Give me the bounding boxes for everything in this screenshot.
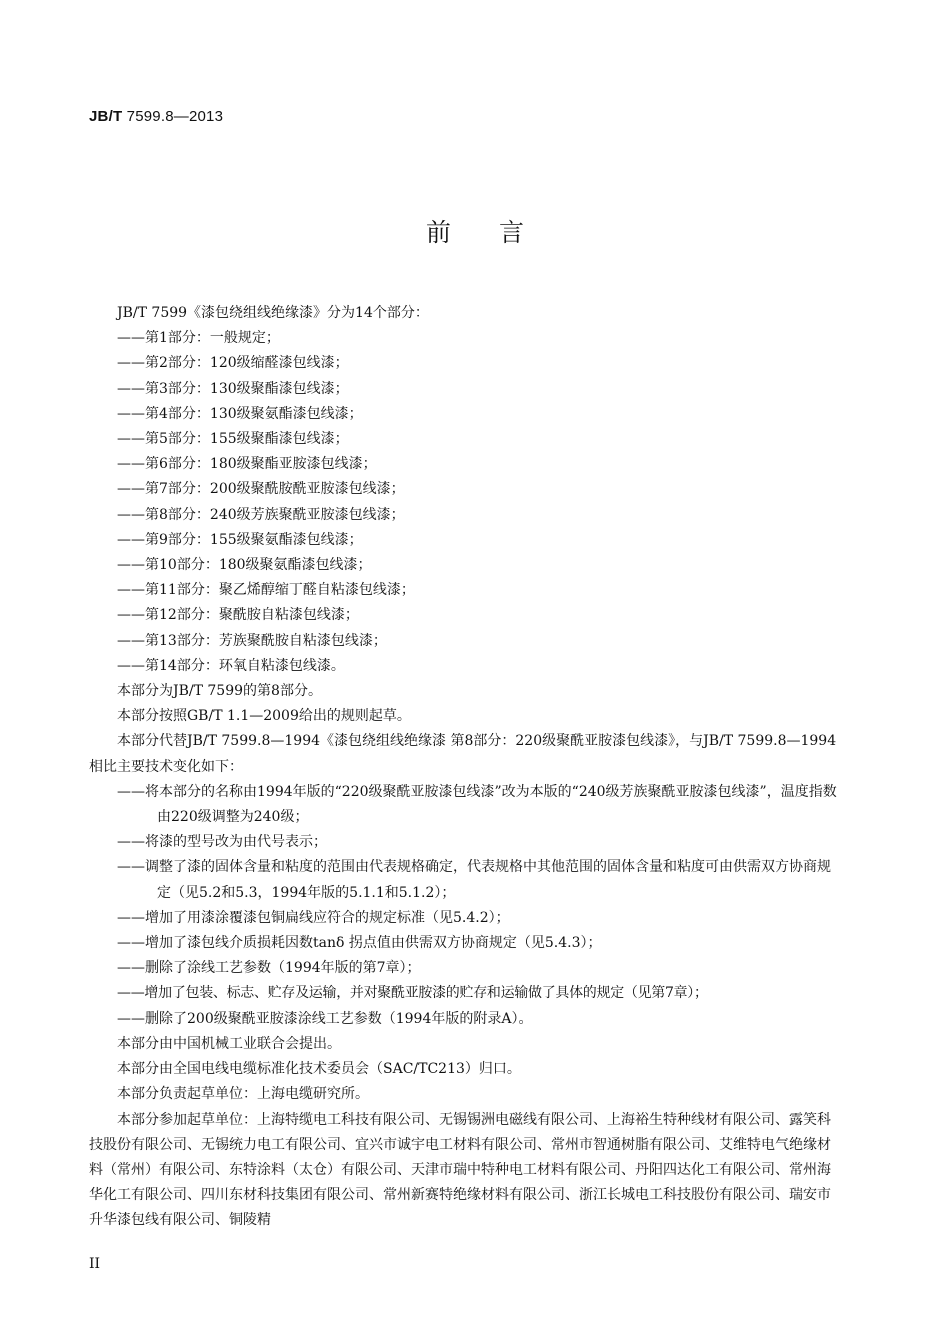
list-item: ——将漆的型号改为由代号表示； xyxy=(117,834,327,851)
parts-list xyxy=(117,326,843,679)
list-item: ——第9部分：155级聚氨酯漆包线漆； xyxy=(117,531,363,548)
list-item: ——将本部分的名称由1994年版的“220级聚酰亚胺漆包线漆”改为本版的“240级芳族聚酰亚胺漆包线漆”，温度指数由220级调整为240级； xyxy=(117,783,837,826)
list-item: ——第4部分：130级聚氨酯漆包线漆； xyxy=(117,405,363,422)
list-item: ——第13部分：芳族聚酰胺自粘漆包线漆； xyxy=(117,632,387,649)
list-item: ——第12部分：聚酰胺自粘漆包线漆； xyxy=(117,607,359,624)
list-item: ——第3部分：130级聚酯漆包线漆； xyxy=(117,380,349,397)
participants-paragraph: 本部分参加起草单位：上海特缆电工科技有限公司、无锡锡洲电磁线有限公司、上海裕生特种线材有限公司、露笑科技股份有限公司、无锡统力电工有限公司、宜兴市诚宇电工材料有限公司、常州市智通树脂有限公司、艾维特电气绝缘材料（常州）有限公司、东特涂料（太仓）有限公司、天津市瑞中特种电工材料有限公司、丹阳四达化工有限公司、常州海华化工有限公司、四川东材科技集团有限公司、常州新赛特绝缘材料有限公司、浙江长城电工科技股份有限公司、瑞安市升华漆包线有限公司、铜陵精 xyxy=(89,1111,831,1229)
list-item: ——第14部分：环氧自粘漆包线漆。 xyxy=(117,657,345,674)
foreword-body xyxy=(89,301,843,1234)
list-item: ——增加了漆包线介质损耗因数tanδ 拐点值由供需双方协商规定（见5.4.3）； xyxy=(117,935,602,952)
lead-drafter-paragraph: 本部分负责起草单位：上海电缆研究所。 xyxy=(117,1086,369,1103)
list-item: ——删除了200级聚酰亚胺漆涂线工艺参数（1994年版的附录A）。 xyxy=(117,1010,533,1027)
this-part-paragraph: 本部分为JB/T 7599的第8部分。 xyxy=(117,683,322,700)
standard-code xyxy=(89,108,223,125)
list-item: ——第10部分：180级聚氨酯漆包线漆； xyxy=(117,557,372,574)
list-item: ——第1部分：一般规定； xyxy=(117,330,280,347)
list-item: ——第2部分：120级缩醛漆包线漆； xyxy=(117,355,349,372)
page-title: 前言 xyxy=(425,218,572,247)
managed-by-paragraph: 本部分由全国电线电缆标准化技术委员会（SAC/TC213）归口。 xyxy=(117,1061,521,1078)
drafting-rules-paragraph: 本部分按照GB/T 1.1—2009给出的规则起草。 xyxy=(117,708,411,725)
page-number: II xyxy=(89,1256,101,1272)
intro-paragraph: JB/T 7599《漆包绕组线绝缘漆》分为14个部分： xyxy=(117,305,429,321)
list-item: ——第7部分：200级聚酰胺酰亚胺漆包线漆； xyxy=(117,481,405,498)
list-item: ——增加了包装、标志、贮存及运输，并对聚酰亚胺漆的贮存和运输做了具体的规定（见第7章）； xyxy=(117,985,708,1002)
list-item: ——第6部分：180级聚酯亚胺漆包线漆； xyxy=(117,456,377,473)
standard-code-prefix: JB/T xyxy=(89,108,123,125)
list-item: ——增加了用漆涂覆漆包铜扁线应符合的规定标准（见5.4.2）； xyxy=(117,909,510,926)
list-item: ——第5部分：155级聚酯漆包线漆； xyxy=(117,431,349,448)
replacement-paragraph: 本部分代替JB/T 7599.8—1994《漆包绕组线绝缘漆 第8部分：220级聚酰亚胺漆包线漆》，与JB/T 7599.8—1994相比主要技术变化如下： xyxy=(89,733,837,775)
proposed-by-paragraph: 本部分由中国机械工业联合会提出。 xyxy=(117,1035,341,1052)
list-item: ——删除了涂线工艺参数（1994年版的第7章）； xyxy=(117,960,421,977)
standard-code-number: 7599.8—2013 xyxy=(122,108,224,125)
changes-list xyxy=(117,780,843,1032)
list-item: ——调整了漆的固体含量和粘度的范围由代表规格确定，代表规格中其他范围的固体含量和粘度可由供需双方协商规定（见5.2和5.3，1994年版的5.1.1和5.1.2）； xyxy=(117,859,831,901)
list-item: ——第8部分：240级芳族聚酰亚胺漆包线漆； xyxy=(117,506,405,523)
list-item: ——第11部分：聚乙烯醇缩丁醛自粘漆包线漆； xyxy=(117,582,415,599)
